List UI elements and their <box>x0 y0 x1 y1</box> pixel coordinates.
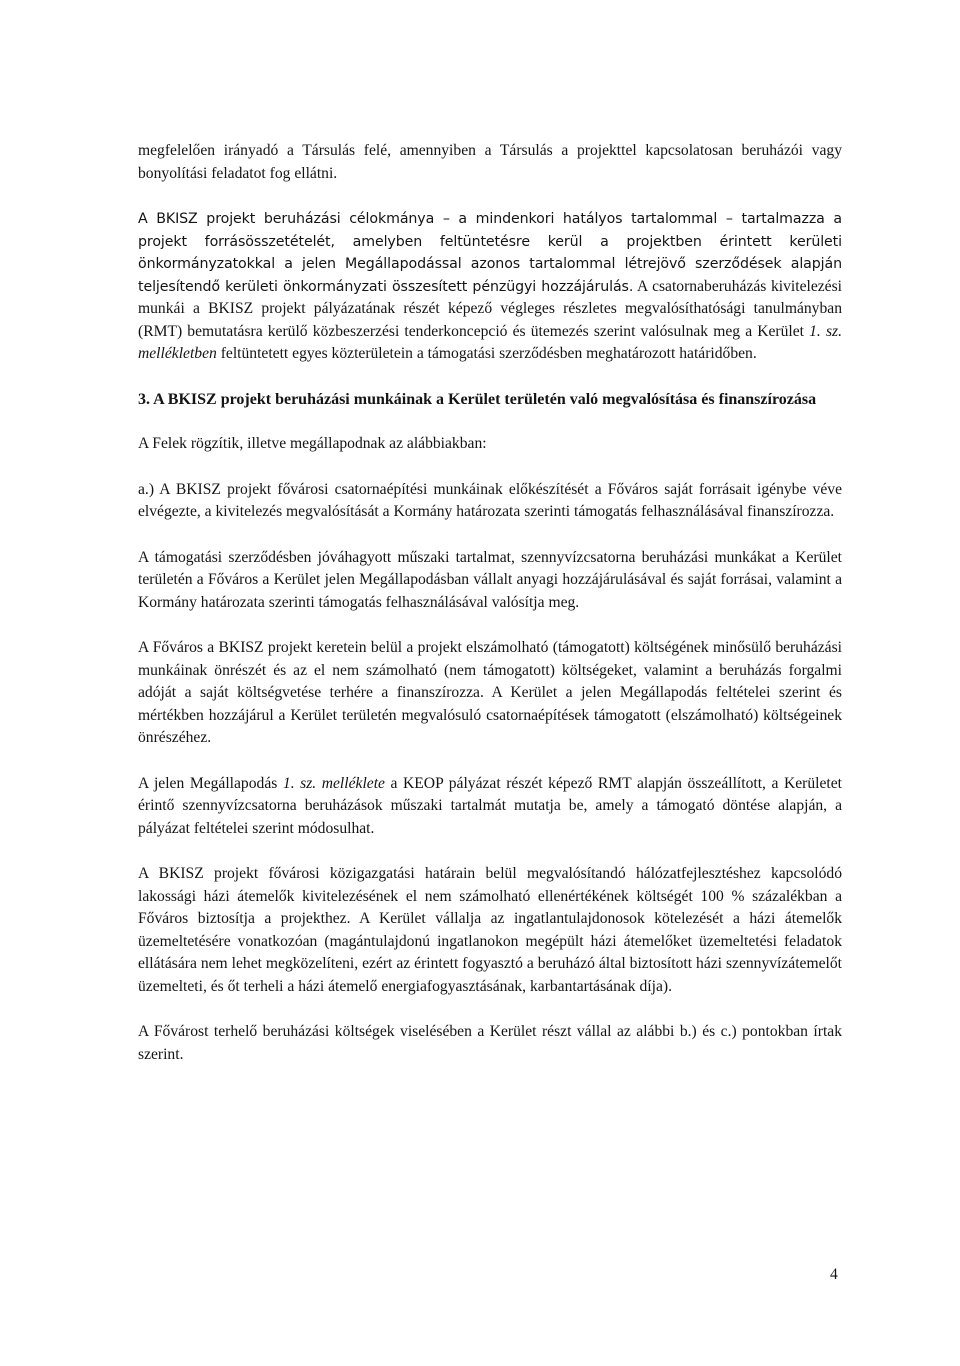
paragraph-house-pumps: A BKISZ projekt fővárosi közigazgatási határain belül megvalósítandó hálózatfejlesztéshez kapcsolódó lakossági házi átemelők kivitelezésének el nem számolható ellenértékének költségét 100 % százalékban a Főváros biztosítja a projekthez. A Kerület vállalja az ingatlantulajdonosok kötelezését a házi átemelők üzemeltetésére vonatkozóan (magántulajdonú ingatlanokon megépült házi átemelőket üzemeltetési feladatok ellátására nem lehet megközelíteni, ezért az érintett fogyasztó a beruházó által biztosított házi szennyvízátemelőt üzemelteti, és őt terheli a házi átemelő energiafogyasztásának, karbantartásának díja). <box>138 865 842 995</box>
paragraph-support-contract: A támogatási szerződésben jóváhagyott műszaki tartalmat, szennyvízcsatorna beruházási munkákat a Kerület területén a Főváros a Kerület jelen Megállapodásban vállalt anyagi hozzájárulásával és saját forrásai, valamint a Kormány határozata szerinti támogatás felhasználásával valósítja meg. <box>138 548 842 611</box>
paragraph-target-document-part3: feltüntetett egyes közterületein a támogatási szerződésben meghatározott határidőben. <box>220 345 757 362</box>
paragraph-annex <box>138 773 842 841</box>
paragraph-target-document <box>138 208 842 366</box>
paragraph-annex-part2: a KEOP pályázat részét képező RMT alapján összeállított, a Kerületet érintő szennyvízcsatorna beruházások műszaki tartalmát mutatja be, amely a támogató döntése alapján, a pályázat feltételei szerint módosulhat. <box>138 774 842 837</box>
paragraph-cost-sharing: A Fővárost terhelő beruházási költségek viselésében a Kerület részt vállal az alábbi b.) és c.) pontokban írtak szerint. <box>138 1023 842 1063</box>
annex-reference: 1. sz. mellékletben <box>138 322 842 362</box>
section-heading: 3. A BKISZ projekt beruházási munkáinak a Kerület területén való megvalósítása és finanszírozása <box>138 390 817 408</box>
page-number: 4 <box>830 1266 838 1283</box>
paragraph-annex-part1: A jelen Megállapodás <box>138 774 278 792</box>
paragraph-agreement-intro: A Felek rögzítik, illetve megállapodnak az alábbiakban: <box>138 435 487 452</box>
paragraph-target-document-part1: A BKISZ projekt beruházási célokmánya – a mindenkori hatályos tartalommal – tartalmazza a projekt forrásösszetételét, amelyben feltüntetésre kerül a projektben érintett kerületi önkormányzatokkal a jelen Megállapodással azonos tartalommal létrejövő szerződések alapján teljesítendő kerületi önkormányzati összesített pénzügyi hozzájárulás. <box>138 211 842 295</box>
paragraph-city-financing: A Főváros a BKISZ projekt keretein belül a projekt elszámolható (támogatott) költségének minősülő beruházási munkáinak önrészét és az el nem számolható (nem támogatott) költségeket, valamint a beruházás forgalmi adóját a saját költségvetése terhére a finanszírozza. A Kerület a jelen Megállapodás feltételei szerint és mértékben hozzájárul a Kerület területén megvalósuló csatornaépítések támogatott (elszámolható) költségeinek önrészéhez. <box>138 639 842 746</box>
paragraph-point-a: a.) A BKISZ projekt fővárosi csatornaépítési munkáinak előkészítését a Főváros saját forrásait igénybe véve elvégezte, a kivitelezés megvalósítását a Kormány határozata szerinti támogatás felhasználásával finanszírozza. <box>138 480 842 520</box>
document-body <box>138 140 842 1066</box>
annex-reference-2: 1. sz. melléklete <box>282 774 385 792</box>
paragraph-target-document-part2: A csatornaberuházás kivitelezési munkái a BKISZ projekt pályázatának részét képező végleges részletes megvalósíthatósági tanulmányban (RMT) bemutatásra kerülő közbeszerzési tenderkoncepció és ütemezés szerint valósulnak meg a Kerület <box>138 277 843 340</box>
paragraph-intro: megfelelően irányadó a Társulás felé, amennyiben a Társulás a projekttel kapcsolatosan beruházói vagy bonyolítási feladatot fog ellátni. <box>138 142 842 182</box>
